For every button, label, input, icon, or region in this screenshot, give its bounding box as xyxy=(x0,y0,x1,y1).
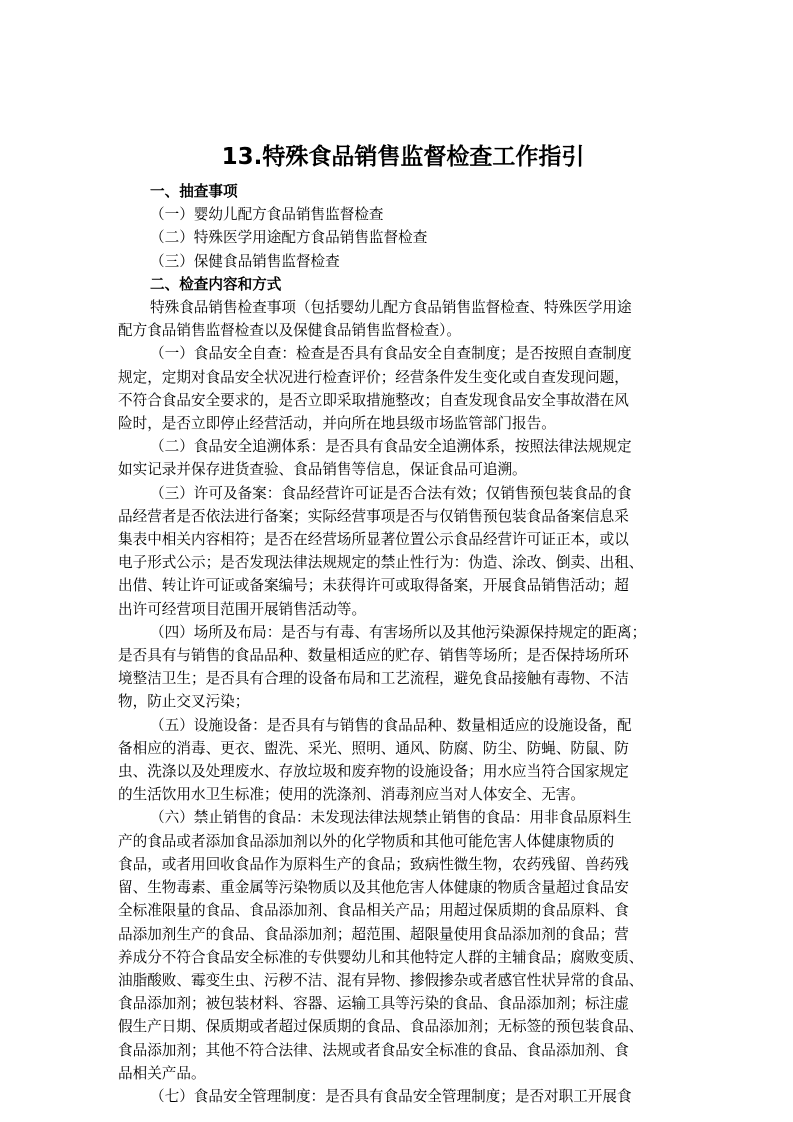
body-paragraphs xyxy=(118,296,684,1108)
paragraph-line: （三）许可及备案：食品经营许可证是否合法有效；仅销售预包装食品的食 xyxy=(150,484,632,502)
paragraph-line: 食品，或者用回收食品作为原料生产的食品；致病性微生物，农药残留、兽药残 xyxy=(118,855,629,873)
paragraph-line: 品添加剂生产的食品、食品添加剂；超范围、超限量使用食品添加剂的食品；营 xyxy=(118,925,629,943)
paragraph-line: 油脂酸败、霉变生虫、污秽不洁、混有异物、掺假掺杂或者感官性状异常的食品、 xyxy=(118,971,644,989)
paragraph-line: （六）禁止销售的食品：未发现法律法规禁止销售的食品：用非食品原料生 xyxy=(150,809,632,827)
paragraph-line: 规定，定期对食品安全状况进行检查评价；经营条件发生变化或自查发现问题， xyxy=(118,368,629,386)
paragraph-5 xyxy=(118,621,684,714)
paragraph-line: （七）食品安全管理制度：是否具有食品安全管理制度；是否对职工开展食 xyxy=(150,1087,632,1105)
paragraph-line: （五）设施设备：是否具有与销售的食品品种、数量相适应的设施设备，配 xyxy=(150,716,632,734)
paragraph-line: 产的食品或者添加食品添加剂以外的化学物质和其他可能危害人体健康物质的 xyxy=(118,832,615,850)
paragraph-3 xyxy=(118,435,684,481)
paragraph-line: 配方食品销售监督检查以及保健食品销售监督检查）。 xyxy=(118,322,461,340)
paragraph-7 xyxy=(118,806,684,1084)
paragraph-line: 品经营者是否依法进行备案；实际经营事项是否与仅销售预包装食品备案信息采 xyxy=(118,507,629,525)
paragraph-line: 假生产日期、保质期或者超过保质期的食品、食品添加剂；无标签的预包装食品、 xyxy=(118,1018,644,1036)
paragraph-8 xyxy=(118,1085,684,1108)
paragraph-2 xyxy=(118,342,684,435)
paragraph-line: 境整洁卫生；是否具有合理的设备布局和工艺流程，避免食品接触有毒物、不洁 xyxy=(118,670,629,688)
paragraph-line: 食品添加剂；被包装材料、容器、运输工具等污染的食品、食品添加剂；标注虚 xyxy=(118,995,629,1013)
paragraph-line: 虫、洗涤以及处理废水、存放垃圾和废弃物的设施设备；用水应当符合国家规定 xyxy=(118,763,629,781)
paragraph-4 xyxy=(118,482,684,621)
paragraph-line: 的生活饮用水卫生标准；使用的洗涤剂、消毒剂应当对人体安全、无害。 xyxy=(118,786,586,804)
paragraph-line: 险时，是否立即停止经营活动，并向所在地县级市场监管部门报告。 xyxy=(118,415,556,433)
paragraph-line: 全标准限量的食品、食品添加剂、食品相关产品；用超过保质期的食品原料、食 xyxy=(118,902,629,920)
section-heading-content-methods: 二、检查内容和方式 xyxy=(150,275,282,293)
inspection-item-1: （一）婴幼儿配方食品销售监督检查 xyxy=(150,206,384,224)
paragraph-line: 食品添加剂；其他不符合法律、法规或者食品安全标准的食品、食品添加剂、食 xyxy=(118,1041,629,1059)
paragraph-line: 品相关产品。 xyxy=(118,1064,206,1082)
paragraph-line: （四）场所及布局：是否与有毒、有害场所以及其他污染源保持规定的距离； xyxy=(150,623,647,641)
document-page xyxy=(118,141,684,1108)
paragraph-line: 如实记录并保存进货查验、食品销售等信息，保证食品可追溯。 xyxy=(118,461,527,479)
paragraph-line: 电子形式公示；是否发现法律法规规定的禁止性行为：伪造、涂改、倒卖、出租、 xyxy=(118,554,644,572)
paragraph-line: 物，防止交叉污染； xyxy=(118,693,250,711)
paragraph-line: 养成分不符合食品安全标准的专供婴幼儿和其他特定人群的主辅食品；腐败变质、 xyxy=(118,948,644,966)
paragraph-line: 留、生物毒素、重金属等污染物质以及其他危害人体健康的物质含量超过食品安 xyxy=(118,879,629,897)
section-heading-inspection-items: 一、抽查事项 xyxy=(150,183,238,200)
paragraph-line: 出借、转让许可证或备案编号；未获得许可或取得备案，开展食品销售活动；超 xyxy=(118,577,629,595)
paragraph-line: （一）食品安全自查：检查是否具有食品安全自查制度；是否按照自查制度 xyxy=(150,345,632,363)
paragraph-line: 集表中相关内容相符；是否在经营场所显著位置公示食品经营许可证正本，或以 xyxy=(118,531,629,549)
paragraph-line: 不符合食品安全要求的，是否立即采取措施整改；自查发现食品安全事故潜在风 xyxy=(118,391,629,409)
paragraph-line: 是否具有与销售的食品品种、数量相适应的贮存、销售等场所；是否保持场所环 xyxy=(118,647,629,665)
page-title: 13.特殊食品销售监督检查工作指引 xyxy=(221,144,585,170)
paragraph-1 xyxy=(118,296,684,342)
inspection-item-3: （三）保健食品销售监督检查 xyxy=(150,252,340,270)
paragraph-line: 备相应的消毒、更衣、盥洗、采光、照明、通风、防腐、防尘、防蝇、防鼠、防 xyxy=(118,739,629,757)
paragraph-line: 特殊食品销售检查事项（包括婴幼儿配方食品销售监督检查、特殊医学用途 xyxy=(150,299,632,317)
paragraph-6 xyxy=(118,714,684,807)
paragraph-line: 出许可经营项目范围开展销售活动等。 xyxy=(118,600,367,618)
paragraph-line: （二）食品安全追溯体系：是否具有食品安全追溯体系，按照法律法规规定 xyxy=(150,438,632,456)
inspection-item-2: （二）特殊医学用途配方食品销售监督检查 xyxy=(150,229,428,247)
